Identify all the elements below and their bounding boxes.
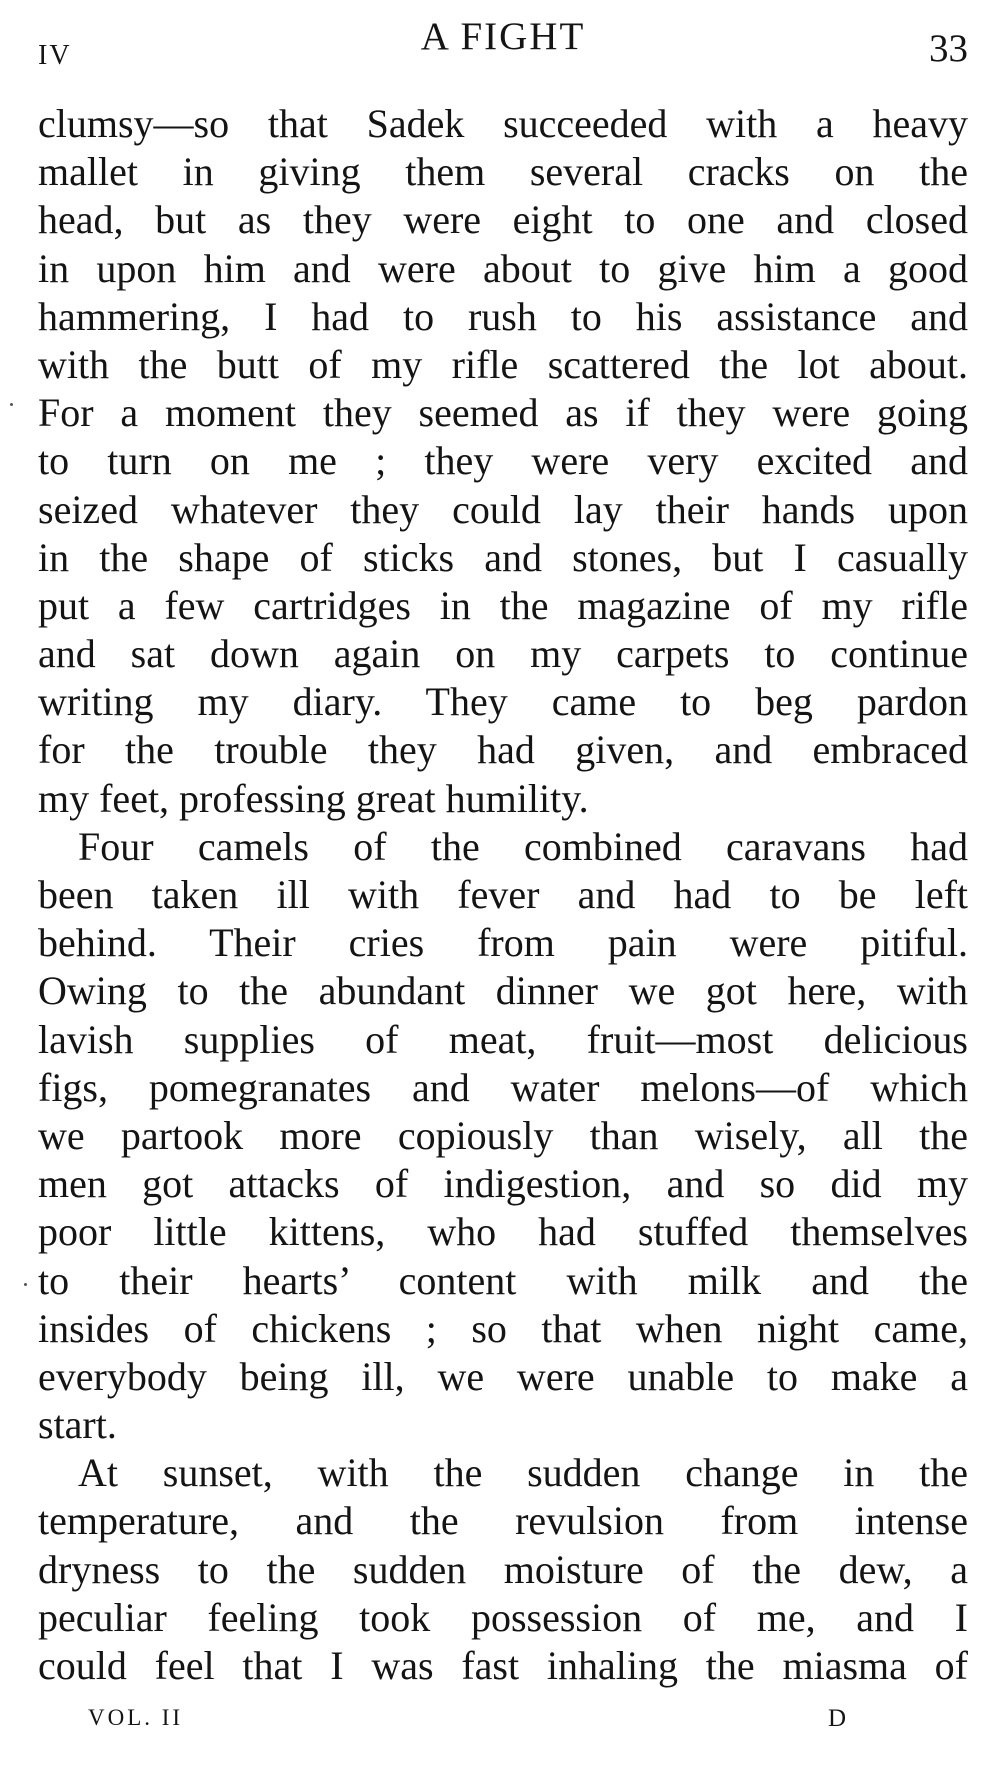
text-line: in upon him and were about to give him a good — [38, 245, 968, 291]
ink-speck — [24, 1283, 27, 1286]
ink-speck — [10, 403, 13, 406]
body-text — [38, 100, 968, 1690]
paragraph-2 — [38, 823, 968, 1449]
text-line: lavish supplies of meat, fruit—most delicious — [38, 1016, 968, 1062]
text-line: head, but as they were eight to one and closed — [38, 197, 968, 243]
text-line: for the trouble they had given, and embraced — [38, 727, 968, 773]
text-line: to turn on me ; they were very excited and — [38, 438, 968, 484]
text-line: with the butt of my rifle scattered the lot about. — [38, 341, 968, 387]
text-line: we partook more copiously than wisely, all the — [38, 1112, 968, 1158]
page-footer — [38, 1705, 968, 1745]
text-line: At sunset, with the sudden change in the — [38, 1450, 968, 1496]
paragraph-3 — [38, 1449, 968, 1690]
text-line: For a moment they seemed as if they were going — [38, 390, 968, 436]
text-line: put a few cartridges in the magazine of my rifle — [38, 582, 968, 628]
text-line: been taken ill with fever and had to be left — [38, 872, 968, 917]
text-line: start. — [38, 1402, 117, 1448]
text-line: everybody being ill, we were unable to make a — [38, 1353, 968, 1399]
text-line: writing my diary. They came to beg pardon — [38, 679, 968, 725]
text-line: in the shape of sticks and stones, but I casually — [38, 534, 968, 580]
text-line: dryness to the sudden moisture of the dew, a — [38, 1546, 968, 1592]
text-line: hammering, I had to rush to his assistance and — [38, 293, 968, 339]
text-line: temperature, and the revulsion from intense — [38, 1498, 968, 1544]
text-line: my feet, professing great humility. — [38, 775, 589, 821]
text-line: Four camels of the combined caravans had — [38, 823, 968, 869]
text-line: and sat down again on my carpets to continue — [38, 631, 968, 677]
page-number: 33 — [929, 27, 968, 70]
page-title: A FIGHT — [420, 15, 586, 58]
text-line: to their hearts’ content with milk and the — [38, 1257, 968, 1303]
text-line: poor little kittens, who had stuffed themselves — [38, 1209, 968, 1255]
text-line: seized whatever they could lay their hands upon — [38, 486, 968, 532]
text-line: figs, pomegranates and water melons—of which — [38, 1064, 968, 1110]
text-line: insides of chickens ; so that when night came, — [38, 1305, 968, 1351]
text-line: behind. Their cries from pain were pitiful. — [38, 920, 968, 966]
volume-signature: VOL. II — [88, 1705, 184, 1730]
running-head — [38, 14, 968, 74]
text-line: could feel that I was fast inhaling the miasma of — [38, 1643, 968, 1688]
text-line: men got attacks of indigestion, and so did my — [38, 1161, 968, 1207]
text-line: peculiar feeling took possession of me, and I — [38, 1594, 968, 1640]
chapter-numeral: IV — [38, 40, 72, 71]
sheet-mark: D — [828, 1705, 847, 1732]
text-line: mallet in giving them several cracks on the — [38, 149, 968, 195]
text-line: clumsy—so that Sadek succeeded with a heavy — [38, 101, 968, 146]
text-line: Owing to the abundant dinner we got here, with — [38, 968, 968, 1014]
paragraph-1 — [38, 100, 968, 823]
